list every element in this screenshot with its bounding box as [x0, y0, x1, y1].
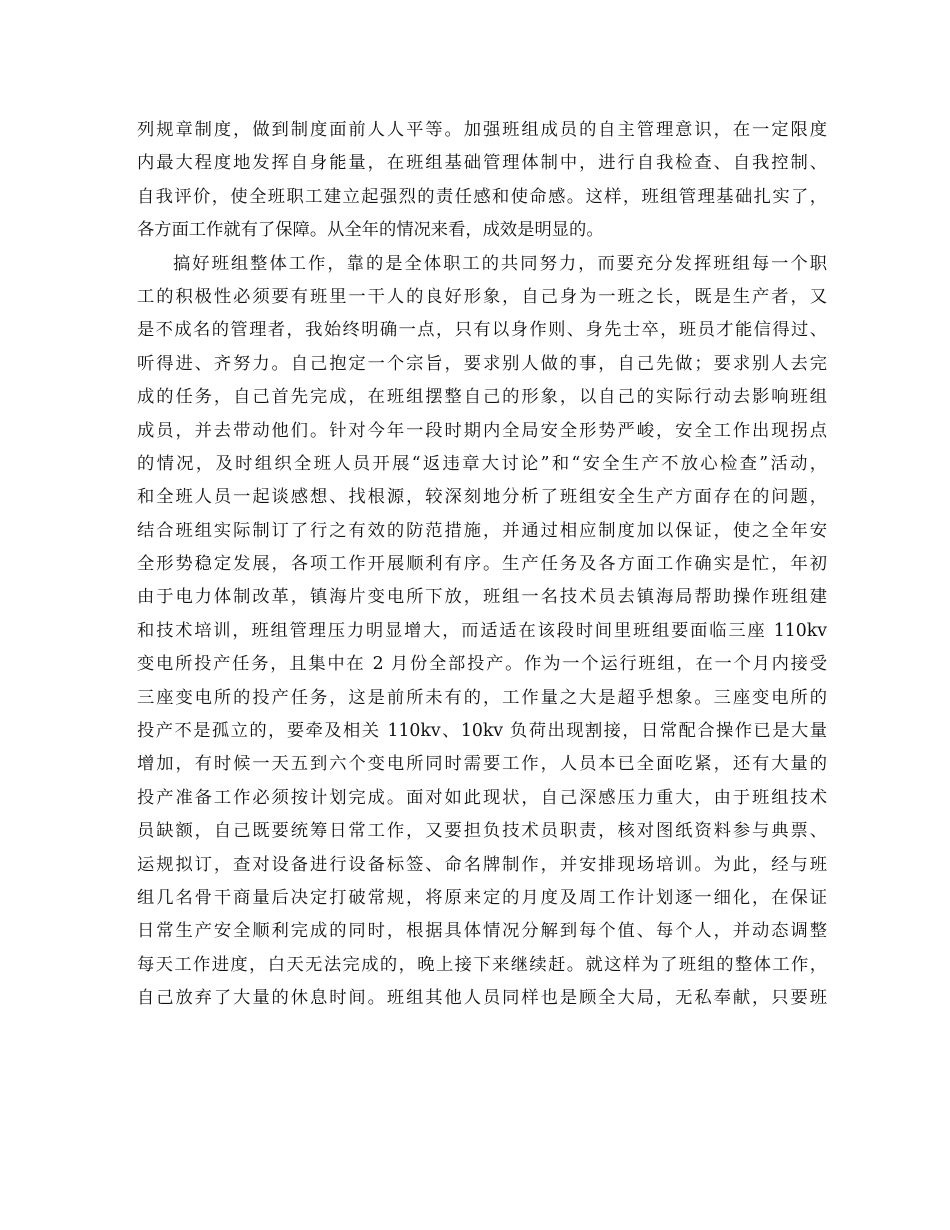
text-line: 日常生产安全顺利完成的同时，根据具体情况分解到每个值、每个人，并动态调整: [137, 921, 827, 942]
text-line: 三座变电所的投产任务，这是前所未有的，工作量之大是超乎想象。三座变电所的: [137, 687, 827, 708]
text-line: 内最大程度地发挥自身能量，在班组基础管理体制中，进行自我检查、自我控制、: [137, 153, 827, 174]
body-text: [137, 114, 827, 1016]
text-line: 由于电力体制改革，镇海片变电所下放，班组一名技术员去镇海局帮助操作班组建: [137, 587, 827, 608]
text-line: 变电所投产任务，且集中在 2 月份全部投产。作为一个运行班组，在一个月内接受: [137, 654, 827, 675]
text-line: 是不成名的管理者，我始终明确一点，只有以身作则、身先士卒，班员才能信得过、: [137, 320, 827, 341]
text-line: 和技术培训，班组管理压力明显增大，而适适在该段时间里班组要面临三座 110kv: [137, 620, 827, 641]
paragraph-first-line: 搞好班组整体工作，靠的是全体职工的共同努力，而要充分发挥班组每一个职: [173, 253, 827, 274]
text-line: 每天工作进度，白天无法完成的，晚上接下来继续赶。就这样为了班组的整体工作，: [137, 954, 827, 975]
text-line: 增加，有时候一天五到六个变电所同时需要工作，人员本已全面吃紧，还有大量的: [137, 754, 827, 775]
text-line: 列规章制度，做到制度面前人人平等。加强班组成员的自主管理意识，在一定限度: [137, 120, 827, 140]
text-line: 听得进、齐努力。自己抱定一个宗旨，要求别人做的事，自己先做；要求别人去完: [137, 353, 827, 374]
text-line: 工的积极性必须要有班里一干人的良好形象，自己身为一班之长，既是生产者，又: [137, 286, 827, 307]
text-line: 自己放弃了大量的休息时间。班组其他人员同样也是顾全大局，无私奉献，只要班: [137, 988, 827, 1009]
text-line: 全形势稳定发展，各项工作开展顺利有序。生产任务及各方面工作确实是忙，年初: [137, 554, 827, 575]
text-line: 的情况，及时组织全班人员开展“返违章大讨论”和“安全生产不放心检查”活动，: [137, 453, 827, 474]
text-line: 投产准备工作必须按计划完成。面对如此现状，自己深感压力重大，由于班组技术: [137, 787, 827, 808]
text-line: 投产不是孤立的，要牵及相关 110kv、10kv 负荷出现割接，日常配合操作已是大量: [137, 721, 827, 742]
text-line: 结合班组实际制订了行之有效的防范措施，并通过相应制度加以保证，使之全年安: [137, 520, 827, 541]
text-line: 和全班人员一起谈感想、找根源，较深刻地分析了班组安全生产方面存在的问题，: [137, 487, 827, 508]
text-line: 自我评价，使全班职工建立起强烈的责任感和使命感。这样，班组管理基础扎实了，: [137, 186, 827, 207]
text-line: 组几名骨干商量后决定打破常规，将原来定的月度及周工作计划逐一细化，在保证: [137, 887, 827, 908]
text-line: 员缺额，自己既要统筹日常工作，又要担负技术员职责，核对图纸资料参与典票、: [137, 821, 827, 842]
text-line: 成的任务，自己首先完成，在班组摆整自己的形象，以自己的实际行动去影响班组: [137, 387, 827, 408]
text-line: 各方面工作就有了保障。从全年的情况来看，成效是明显的。: [137, 220, 604, 241]
text-line: 成员，并去带动他们。针对今年一段时期内全局安全形势严峻，安全工作出现拐点: [137, 420, 827, 441]
text-line: 运规拟订，查对设备进行设备标签、命名牌制作，并安排现场培训。为此，经与班: [137, 854, 827, 875]
